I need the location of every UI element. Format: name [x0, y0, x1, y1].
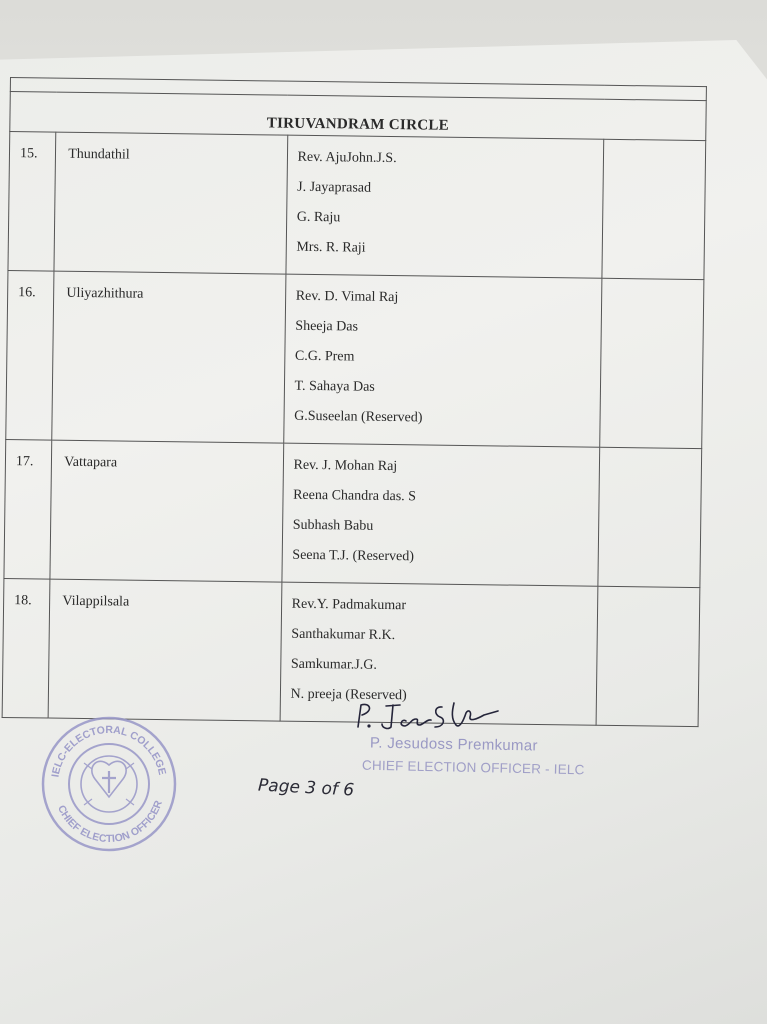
member-name: Rev. J. Mohan Raj [293, 457, 398, 475]
member-name: Santhakumar R.K. [291, 626, 396, 644]
blank-cell [596, 586, 699, 726]
table-row [8, 132, 706, 280]
member-name: N. preeja (Reserved) [290, 686, 407, 704]
member-name: Rev.Y. Padmakumar [291, 596, 407, 614]
entry-number: 17. [4, 439, 52, 579]
circle-title: TIRUVANDRAM CIRCLE [10, 92, 706, 141]
member-name: G. Raju [296, 209, 341, 226]
entry-place: Vilappilsala [48, 579, 281, 721]
officer-name-stamp: P. Jesudoss Premkumar [369, 734, 538, 755]
member-name: Sheeja Das [295, 318, 359, 335]
blank-cell [598, 447, 701, 587]
circle-members-table [2, 77, 707, 727]
entry-place: Thundathil [54, 132, 287, 274]
member-name: Mrs. R. Raji [296, 239, 366, 256]
circle-table-container [2, 77, 715, 727]
entry-members [282, 443, 601, 586]
member-name: Reena Chandra das. S [293, 487, 417, 505]
entry-members [286, 135, 605, 278]
member-name: Samkumar.J.G. [290, 656, 377, 673]
member-name: Subhash Babu [292, 517, 374, 534]
svg-text:CHIEF ELECTION OFFICER: CHIEF ELECTION OFFICER [55, 798, 165, 846]
entry-members [283, 274, 602, 447]
blank-cell [600, 278, 704, 448]
member-name: T. Sahaya Das [294, 378, 375, 395]
member-name: Rev. AjuJohn.J.S. [297, 149, 397, 167]
table-row [2, 578, 700, 726]
blank-cell [602, 139, 705, 279]
handwritten-page-number: Page 3 of 6 [257, 775, 355, 801]
member-name: G.Suseelan (Reserved) [294, 408, 423, 426]
svg-text:IELC-ELECTORAL COLLEGE: IELC-ELECTORAL COLLEGE [49, 723, 169, 779]
table-row [4, 439, 702, 587]
entry-place: Vattapara [50, 440, 283, 582]
entry-number: 16. [6, 270, 54, 440]
entry-number: 15. [8, 132, 56, 272]
member-name: J. Jayaprasad [297, 179, 372, 196]
entry-number: 18. [2, 578, 50, 718]
officer-signature [352, 697, 532, 737]
entry-place: Uliyazhithura [52, 271, 286, 443]
member-name: Seena T.J. (Reserved) [292, 547, 415, 565]
officer-title-stamp: CHIEF ELECTION OFFICER - IELC [361, 757, 585, 778]
official-stamp [40, 715, 178, 853]
table-row [6, 270, 704, 448]
member-name: Rev. D. Vimal Raj [295, 288, 399, 306]
member-name: C.G. Prem [294, 348, 355, 365]
